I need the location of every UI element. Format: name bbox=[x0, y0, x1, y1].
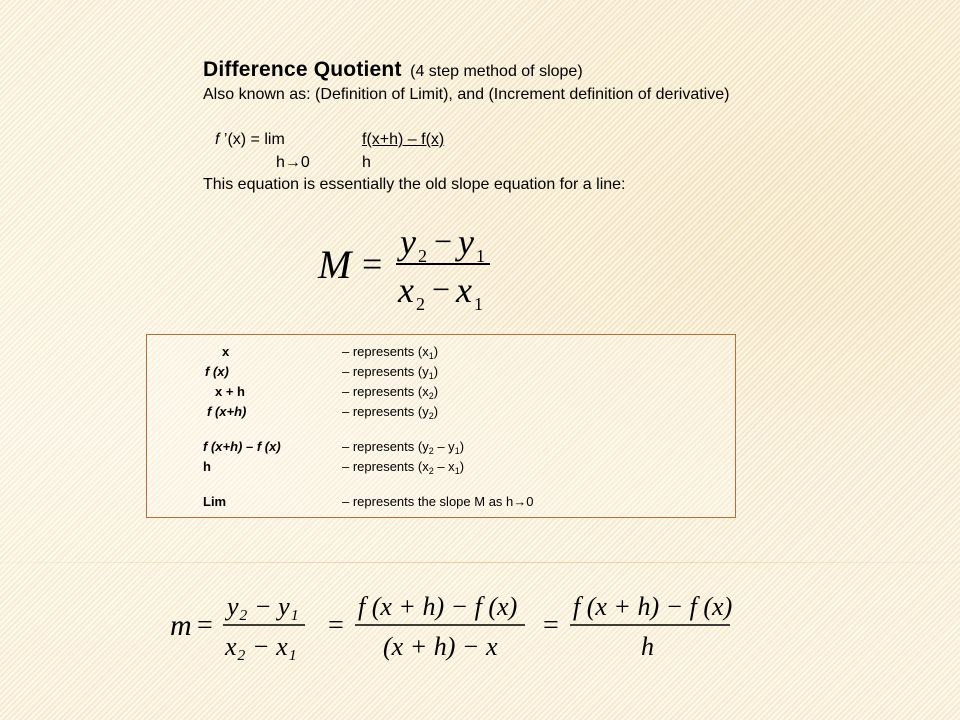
bottom-frac3-num: f (x + h) − f (x) bbox=[573, 592, 733, 621]
slope-num-y2: y bbox=[400, 222, 416, 262]
slope-formula bbox=[310, 220, 510, 320]
also-known-as: Also known as: (Definition of Limit), and (Increment definition of derivative) bbox=[203, 86, 730, 103]
def-desc-fxh: – represents $(y_2)$ bbox=[342, 404, 439, 421]
def-term-lim: Lim bbox=[203, 494, 227, 509]
bottom-formula bbox=[165, 585, 745, 665]
bottom-eq1: = bbox=[197, 610, 213, 641]
def-term-fx: f (x) bbox=[205, 364, 229, 379]
bottom-frac2-den: (x + h) − x bbox=[383, 632, 498, 661]
derivative-numerator: f(x+h) – f(x) bbox=[362, 131, 445, 148]
slope-num-minus: − bbox=[434, 223, 453, 259]
slope-den-x2-sub: 2 bbox=[416, 294, 425, 314]
bottom-m: m bbox=[170, 609, 192, 642]
slope-num-y1: y bbox=[458, 222, 474, 262]
bottom-eq2: = bbox=[328, 610, 344, 641]
slope-den-x1-sub: 1 bbox=[474, 294, 483, 314]
def-term-diff: f (x+h) – f (x) bbox=[203, 439, 281, 454]
title bbox=[203, 58, 583, 82]
slope-lhs: M bbox=[318, 242, 352, 287]
def-desc-lim: – represents the slope M as h→0 bbox=[342, 494, 534, 509]
derivative-limit: h→0 bbox=[276, 154, 310, 171]
def-term-xh: x + h bbox=[215, 384, 245, 399]
def-term-fxh: f (x+h) bbox=[207, 404, 247, 419]
bottom-frac1-num: y₂ − y₁ bbox=[227, 592, 299, 621]
title-sub: (4 step method of slope) bbox=[410, 63, 583, 80]
bottom-frac1-den: x₂ − x₁ bbox=[225, 632, 297, 661]
bottom-eq3: = bbox=[543, 610, 559, 641]
def-term-h: h bbox=[203, 459, 211, 474]
def-term-x: x bbox=[222, 344, 230, 359]
derivative-denominator: h bbox=[362, 154, 371, 171]
slope-den-x1: x bbox=[456, 270, 472, 310]
divider bbox=[0, 562, 960, 563]
def-desc-h: – represents $(x_2 - x_1)$ bbox=[342, 459, 465, 476]
slope-den-x2: x bbox=[398, 270, 414, 310]
bottom-frac2-num: f (x + h) − f (x) bbox=[358, 592, 518, 621]
slope-num-y1-sub: 1 bbox=[476, 246, 485, 266]
slope-den-minus: − bbox=[432, 271, 451, 307]
def-desc-xh: – represents $(x_2)$ bbox=[342, 384, 439, 401]
def-desc-fx: – represents $(y_1)$ bbox=[342, 364, 439, 381]
derivative-f: f bbox=[215, 131, 220, 148]
essentially-text: This equation is essentially the old slope equation for a line: bbox=[203, 176, 626, 193]
definitions-box bbox=[146, 334, 736, 518]
bottom-frac3-den: h bbox=[641, 632, 654, 661]
derivative-lhs bbox=[215, 131, 285, 149]
def-desc-diff: – represents $(y_2 - y_1)$ bbox=[342, 439, 465, 456]
derivative-lhs-rest: ’(x) = lim bbox=[219, 131, 285, 148]
slope-num-y2-sub: 2 bbox=[418, 246, 427, 266]
def-desc-x: – represents $(x_1)$ bbox=[342, 344, 439, 361]
title-main: Difference Quotient bbox=[203, 58, 402, 81]
slope-eq: = bbox=[362, 244, 383, 284]
